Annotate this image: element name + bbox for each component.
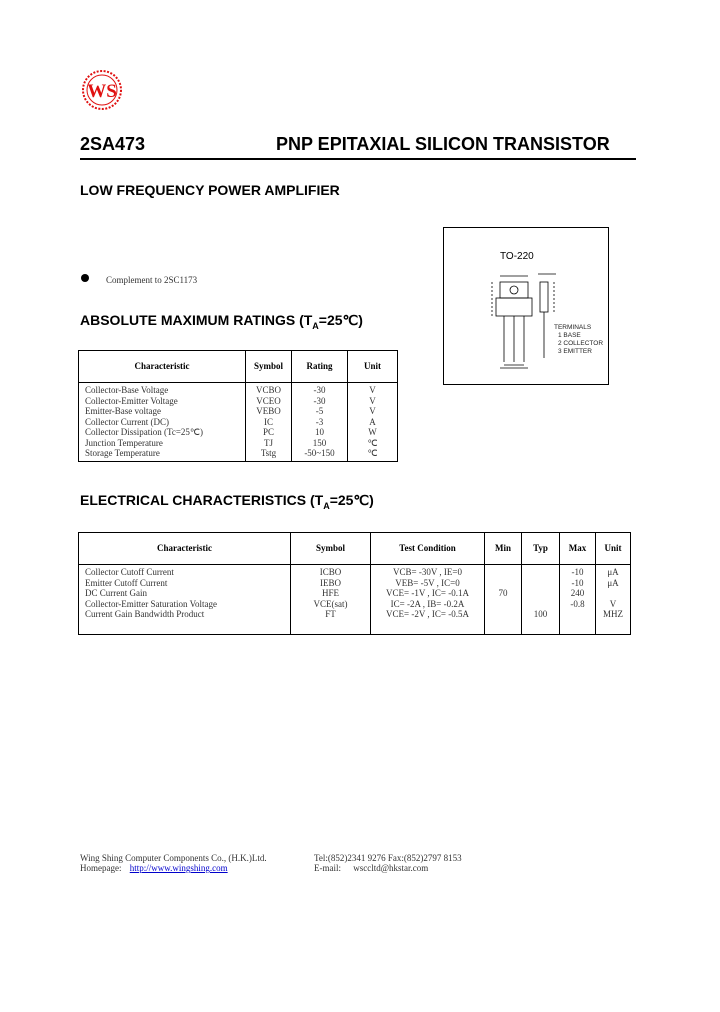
table-row: Collector-Base Voltage VCBO -30 V [79,383,398,396]
table-row: Collector Dissipation (Tc=25℃) PC 10 W [79,427,398,438]
table-header-row [79,533,631,565]
table-row: Emitter Cutoff Current IEBO VEB= -5V , IC=0 -10 μA [79,578,631,589]
footer-email [314,863,428,873]
title-divider [80,158,636,160]
table-row: Collector-Emitter Voltage VCEO -30 V [79,396,398,407]
table-row: DC Current Gain HFE VCE= -1V , IC= -0.1A 70 240 [79,588,631,599]
col-unit: Unit [596,533,631,565]
col-symbol: Symbol [246,351,292,383]
col-unit: Unit [348,351,398,383]
col-test-condition: Test Condition [371,533,485,565]
elec-table [78,532,631,635]
footer-contact: Tel:(852)2341 9276 Fax:(852)2797 8153 [314,853,462,863]
col-characteristic: Characteristic [79,351,246,383]
footer-homepage [80,863,228,873]
terminals-title: TERMINALS [554,324,592,331]
package-drawing [464,270,594,375]
table-row: Collector Current (DC) IC -3 A [79,417,398,428]
email-address: wsccltd@hkstar.com [353,863,429,873]
table-header-row [79,351,398,383]
package-name: TO-220 [500,251,534,262]
col-typ: Typ [522,533,560,565]
application-subtitle: LOW FREQUENCY POWER AMPLIFIER [80,182,340,198]
package-outline-box [443,227,609,385]
logo-text: WS [87,81,117,102]
feature-complement: Complement to 2SC1173 [106,275,198,285]
col-characteristic: Characteristic [79,533,291,565]
col-rating: Rating [292,351,348,383]
homepage-link[interactable]: http://www.wingshing.com [129,863,228,873]
elec-heading: ELECTRICAL CHARACTERISTICS $(T_A=25℃)$ [80,492,374,511]
terminal-1: 1 BASE [558,332,581,339]
email-label: E-mail: [314,863,341,873]
table-row: Junction Temperature TJ 150 ℃ [79,438,398,449]
table-row: Collector-Emitter Saturation Voltage VCE(sat) IC= -2A , IB= -0.2A -0.8 V [79,599,631,610]
col-symbol: Symbol [291,533,371,565]
table-row: Current Gain Bandwidth Product FT VCE= -2V , IC= -0.5A 100 MHZ [79,609,631,634]
table-row: Collector Cutoff Current ICBO VCB= -30V , IE=0 -10 μA [79,565,631,578]
terminal-3: 3 EMITTER [558,348,592,355]
table-row: Storage Temperature Tstg -50~150 ℃ [79,448,398,461]
homepage-label: Homepage: [80,863,122,873]
table-row: Emitter-Base voltage VEBO -5 V [79,406,398,417]
col-min: Min [485,533,522,565]
abs-max-table [78,350,398,462]
abs-max-heading: ABSOLUTE MAXIMUM RATINGS $(T_A=25℃)$ [80,312,363,331]
terminals-legend [554,324,603,356]
footer-company: Wing Shing Computer Components Co., (H.K.)Ltd. [80,853,267,863]
page-title: PNP EPITAXIAL SILICON TRANSISTOR [276,134,610,154]
terminal-2: 2 COLLECTOR [558,340,604,347]
col-max: Max [560,533,596,565]
company-logo [80,68,124,112]
bullet-icon [81,274,89,282]
part-number: 2SA473 [80,134,146,154]
